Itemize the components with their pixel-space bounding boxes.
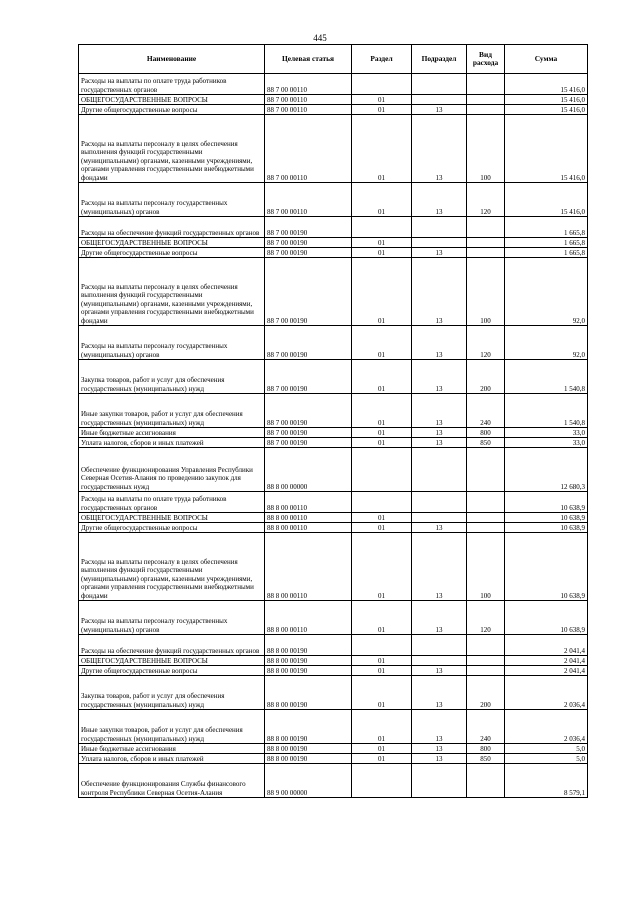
- row-target: 88 8 00 00190: [265, 744, 352, 754]
- row-name: Расходы на выплаты персоналу в целях обеспечения выполнения функций государственными (муниципальными) органами, казенными учреждениями, органами управления государственными внебюджетными фондами: [79, 258, 265, 326]
- table-body: [79, 74, 588, 798]
- row-name: Обеспечение функционирования Управления Республики Северная Осетия-Алания по проведению закупок для государственных нужд: [79, 448, 265, 492]
- row-name: Расходы на обеспечение функций государственных органов: [79, 217, 265, 238]
- row-target: 88 8 00 00190: [265, 754, 352, 764]
- table-row: [79, 513, 588, 523]
- row-target: 88 7 00 00190: [265, 258, 352, 326]
- page-number: 445: [313, 33, 327, 43]
- row-target: 88 8 00 00190: [265, 666, 352, 676]
- row-expense-type: 800: [467, 744, 505, 754]
- row-name: Закупка товаров, работ и услуг для обеспечения государственных (муниципальных) нужд: [79, 360, 265, 394]
- row-subsection: 13: [412, 533, 467, 601]
- row-section: [352, 764, 412, 798]
- row-sum: 10 638,9: [505, 601, 588, 635]
- table-row: [79, 183, 588, 217]
- row-expense-type: [467, 248, 505, 258]
- row-sum: 15 416,0: [505, 115, 588, 183]
- row-subsection: [412, 238, 467, 248]
- row-name: Другие общегосударственные вопросы: [79, 666, 265, 676]
- header-name: Наименование: [79, 45, 265, 74]
- row-subsection: [412, 95, 467, 105]
- row-sum: 15 416,0: [505, 74, 588, 95]
- row-section: 01: [352, 360, 412, 394]
- row-section: 01: [352, 248, 412, 258]
- row-name: ОБЩЕГОСУДАРСТВЕННЫЕ ВОПРОСЫ: [79, 95, 265, 105]
- row-expense-type: [467, 635, 505, 656]
- row-target: 88 8 00 00000: [265, 448, 352, 492]
- row-subsection: 13: [412, 438, 467, 448]
- row-subsection: 13: [412, 676, 467, 710]
- row-target: 88 8 00 00190: [265, 676, 352, 710]
- row-name: Иные бюджетные ассигнования: [79, 744, 265, 754]
- row-target: 88 7 00 00190: [265, 438, 352, 448]
- row-expense-type: 200: [467, 676, 505, 710]
- row-subsection: [412, 448, 467, 492]
- row-sum: 15 416,0: [505, 183, 588, 217]
- table-row: [79, 217, 588, 238]
- row-sum: 10 638,9: [505, 492, 588, 513]
- row-expense-type: [467, 666, 505, 676]
- row-expense-type: [467, 95, 505, 105]
- row-section: [352, 492, 412, 513]
- row-section: 01: [352, 183, 412, 217]
- table-row: [79, 394, 588, 428]
- table-row: [79, 533, 588, 601]
- row-name: ОБЩЕГОСУДАРСТВЕННЫЕ ВОПРОСЫ: [79, 238, 265, 248]
- row-target: 88 8 00 00110: [265, 523, 352, 533]
- row-name: Иные закупки товаров, работ и услуг для обеспечения государственных (муниципальных) нужд: [79, 710, 265, 744]
- row-target: 88 7 00 00110: [265, 95, 352, 105]
- row-section: 01: [352, 666, 412, 676]
- row-expense-type: [467, 238, 505, 248]
- table-row: [79, 448, 588, 492]
- row-target: 88 7 00 00190: [265, 428, 352, 438]
- row-subsection: 13: [412, 666, 467, 676]
- table-row: [79, 248, 588, 258]
- row-sum: 15 416,0: [505, 105, 588, 115]
- row-expense-type: [467, 492, 505, 513]
- row-target: 88 7 00 00190: [265, 394, 352, 428]
- row-target: 88 8 00 00190: [265, 710, 352, 744]
- row-sum: 1 540,8: [505, 360, 588, 394]
- row-sum: 1 665,8: [505, 217, 588, 238]
- row-subsection: 13: [412, 360, 467, 394]
- row-target: 88 7 00 00110: [265, 183, 352, 217]
- row-sum: 1 665,8: [505, 238, 588, 248]
- row-section: 01: [352, 95, 412, 105]
- row-subsection: 13: [412, 258, 467, 326]
- row-sum: 10 638,9: [505, 533, 588, 601]
- row-expense-type: [467, 513, 505, 523]
- row-target: 88 7 00 00190: [265, 248, 352, 258]
- row-name: Обеспечение функционирования Службы финансового контроля Республики Северная Осетия-Алания: [79, 764, 265, 798]
- table-row: [79, 666, 588, 676]
- table-row: [79, 656, 588, 666]
- row-subsection: 13: [412, 744, 467, 754]
- row-sum: 5,0: [505, 754, 588, 764]
- row-expense-type: 120: [467, 183, 505, 217]
- table-row: [79, 428, 588, 438]
- row-subsection: 13: [412, 754, 467, 764]
- row-name: Расходы на выплаты персоналу государственных (муниципальных) органов: [79, 601, 265, 635]
- row-name: Расходы на выплаты персоналу государственных (муниципальных) органов: [79, 326, 265, 360]
- row-section: 01: [352, 744, 412, 754]
- row-subsection: 13: [412, 115, 467, 183]
- table-row: [79, 360, 588, 394]
- table-row: [79, 74, 588, 95]
- row-name: Уплата налогов, сборов и иных платежей: [79, 754, 265, 764]
- row-subsection: 13: [412, 326, 467, 360]
- row-sum: 1 540,8: [505, 394, 588, 428]
- row-expense-type: 120: [467, 326, 505, 360]
- table-header: [79, 45, 588, 74]
- row-subsection: 13: [412, 183, 467, 217]
- row-section: 01: [352, 258, 412, 326]
- row-sum: 2 036,4: [505, 710, 588, 744]
- row-name: ОБЩЕГОСУДАРСТВЕННЫЕ ВОПРОСЫ: [79, 513, 265, 523]
- row-expense-type: 850: [467, 438, 505, 448]
- row-subsection: 13: [412, 710, 467, 744]
- row-subsection: 13: [412, 523, 467, 533]
- header-expense-type: Вид расхода: [467, 45, 505, 74]
- row-sum: 1 665,8: [505, 248, 588, 258]
- row-sum: 92,0: [505, 326, 588, 360]
- row-section: 01: [352, 394, 412, 428]
- row-section: 01: [352, 533, 412, 601]
- table-row: [79, 492, 588, 513]
- row-section: 01: [352, 601, 412, 635]
- header-sum: Сумма: [505, 45, 588, 74]
- table-row: [79, 438, 588, 448]
- row-target: 88 7 00 00190: [265, 217, 352, 238]
- row-expense-type: 240: [467, 394, 505, 428]
- table-row: [79, 95, 588, 105]
- table-row: [79, 601, 588, 635]
- table-row: [79, 238, 588, 248]
- row-section: 01: [352, 105, 412, 115]
- row-target: 88 8 00 00190: [265, 656, 352, 666]
- row-sum: 12 680,3: [505, 448, 588, 492]
- table-row: [79, 115, 588, 183]
- row-name: Другие общегосударственные вопросы: [79, 523, 265, 533]
- row-section: 01: [352, 710, 412, 744]
- row-subsection: 13: [412, 428, 467, 438]
- row-subsection: [412, 656, 467, 666]
- row-target: 88 8 00 00190: [265, 635, 352, 656]
- row-section: 01: [352, 438, 412, 448]
- table-row: [79, 754, 588, 764]
- row-target: 88 7 00 00190: [265, 360, 352, 394]
- header-section: Раздел: [352, 45, 412, 74]
- row-expense-type: [467, 105, 505, 115]
- row-name: Расходы на выплаты персоналу государственных (муниципальных) органов: [79, 183, 265, 217]
- row-section: [352, 448, 412, 492]
- row-name: Расходы на выплаты по оплате труда работников государственных органов: [79, 74, 265, 95]
- table-row: [79, 710, 588, 744]
- row-subsection: [412, 635, 467, 656]
- row-expense-type: [467, 656, 505, 666]
- header-target: Целевая статья: [265, 45, 352, 74]
- row-section: [352, 217, 412, 238]
- row-expense-type: 850: [467, 754, 505, 764]
- row-subsection: [412, 74, 467, 95]
- row-name: Расходы на обеспечение функций государственных органов: [79, 635, 265, 656]
- row-name: Уплата налогов, сборов и иных платежей: [79, 438, 265, 448]
- row-name: Другие общегосударственные вопросы: [79, 105, 265, 115]
- row-target: 88 8 00 00110: [265, 601, 352, 635]
- budget-table: [78, 44, 588, 798]
- row-subsection: 13: [412, 105, 467, 115]
- row-section: 01: [352, 428, 412, 438]
- row-sum: 10 638,9: [505, 523, 588, 533]
- row-section: 01: [352, 656, 412, 666]
- row-subsection: 13: [412, 394, 467, 428]
- row-name: Иные закупки товаров, работ и услуг для обеспечения государственных (муниципальных) нужд: [79, 394, 265, 428]
- header-subsection: Подраздел: [412, 45, 467, 74]
- table-row: [79, 676, 588, 710]
- row-section: 01: [352, 115, 412, 183]
- row-expense-type: 100: [467, 115, 505, 183]
- row-expense-type: 100: [467, 533, 505, 601]
- row-sum: 2 036,4: [505, 676, 588, 710]
- row-expense-type: 100: [467, 258, 505, 326]
- row-target: 88 8 00 00110: [265, 492, 352, 513]
- row-target: 88 7 00 00110: [265, 74, 352, 95]
- row-name: Расходы на выплаты персоналу в целях обеспечения выполнения функций государственными (муниципальными) органами, казенными учреждениями, органами управления государственными внебюджетными фондами: [79, 533, 265, 601]
- table-row: [79, 744, 588, 754]
- row-expense-type: 200: [467, 360, 505, 394]
- row-target: 88 7 00 00190: [265, 238, 352, 248]
- table-row: [79, 326, 588, 360]
- row-sum: 2 041,4: [505, 666, 588, 676]
- row-sum: 5,0: [505, 744, 588, 754]
- row-sum: 2 041,4: [505, 635, 588, 656]
- row-subsection: 13: [412, 248, 467, 258]
- row-expense-type: 240: [467, 710, 505, 744]
- row-name: Другие общегосударственные вопросы: [79, 248, 265, 258]
- row-sum: 33,0: [505, 428, 588, 438]
- row-section: 01: [352, 326, 412, 360]
- row-section: 01: [352, 238, 412, 248]
- row-subsection: [412, 217, 467, 238]
- row-expense-type: [467, 448, 505, 492]
- row-subsection: [412, 513, 467, 523]
- row-expense-type: [467, 764, 505, 798]
- row-expense-type: 800: [467, 428, 505, 438]
- row-section: 01: [352, 523, 412, 533]
- row-target: 88 7 00 00110: [265, 105, 352, 115]
- row-target: 88 7 00 00190: [265, 326, 352, 360]
- row-name: ОБЩЕГОСУДАРСТВЕННЫЕ ВОПРОСЫ: [79, 656, 265, 666]
- row-section: 01: [352, 754, 412, 764]
- row-expense-type: [467, 217, 505, 238]
- row-sum: 10 638,9: [505, 513, 588, 523]
- row-sum: 2 041,4: [505, 656, 588, 666]
- table-row: [79, 105, 588, 115]
- row-name: Закупка товаров, работ и услуг для обеспечения государственных (муниципальных) нужд: [79, 676, 265, 710]
- table-row: [79, 523, 588, 533]
- row-sum: 92,0: [505, 258, 588, 326]
- row-expense-type: 120: [467, 601, 505, 635]
- row-name: Расходы на выплаты по оплате труда работников государственных органов: [79, 492, 265, 513]
- row-section: 01: [352, 513, 412, 523]
- row-target: 88 7 00 00110: [265, 115, 352, 183]
- row-sum: 8 579,1: [505, 764, 588, 798]
- row-name: Расходы на выплаты персоналу в целях обеспечения выполнения функций государственными (муниципальными) органами, казенными учреждениями, органами управления государственными внебюджетными фондами: [79, 115, 265, 183]
- row-section: [352, 635, 412, 656]
- row-subsection: [412, 764, 467, 798]
- table-row: [79, 258, 588, 326]
- row-sum: 33,0: [505, 438, 588, 448]
- row-target: 88 9 00 00000: [265, 764, 352, 798]
- header-row: [79, 45, 588, 74]
- row-expense-type: [467, 74, 505, 95]
- row-sum: 15 416,0: [505, 95, 588, 105]
- row-section: 01: [352, 676, 412, 710]
- row-name: Иные бюджетные ассигнования: [79, 428, 265, 438]
- row-expense-type: [467, 523, 505, 533]
- row-target: 88 8 00 00110: [265, 533, 352, 601]
- row-section: [352, 74, 412, 95]
- table-row: [79, 764, 588, 798]
- table-row: [79, 635, 588, 656]
- row-subsection: 13: [412, 601, 467, 635]
- row-subsection: [412, 492, 467, 513]
- row-target: 88 8 00 00110: [265, 513, 352, 523]
